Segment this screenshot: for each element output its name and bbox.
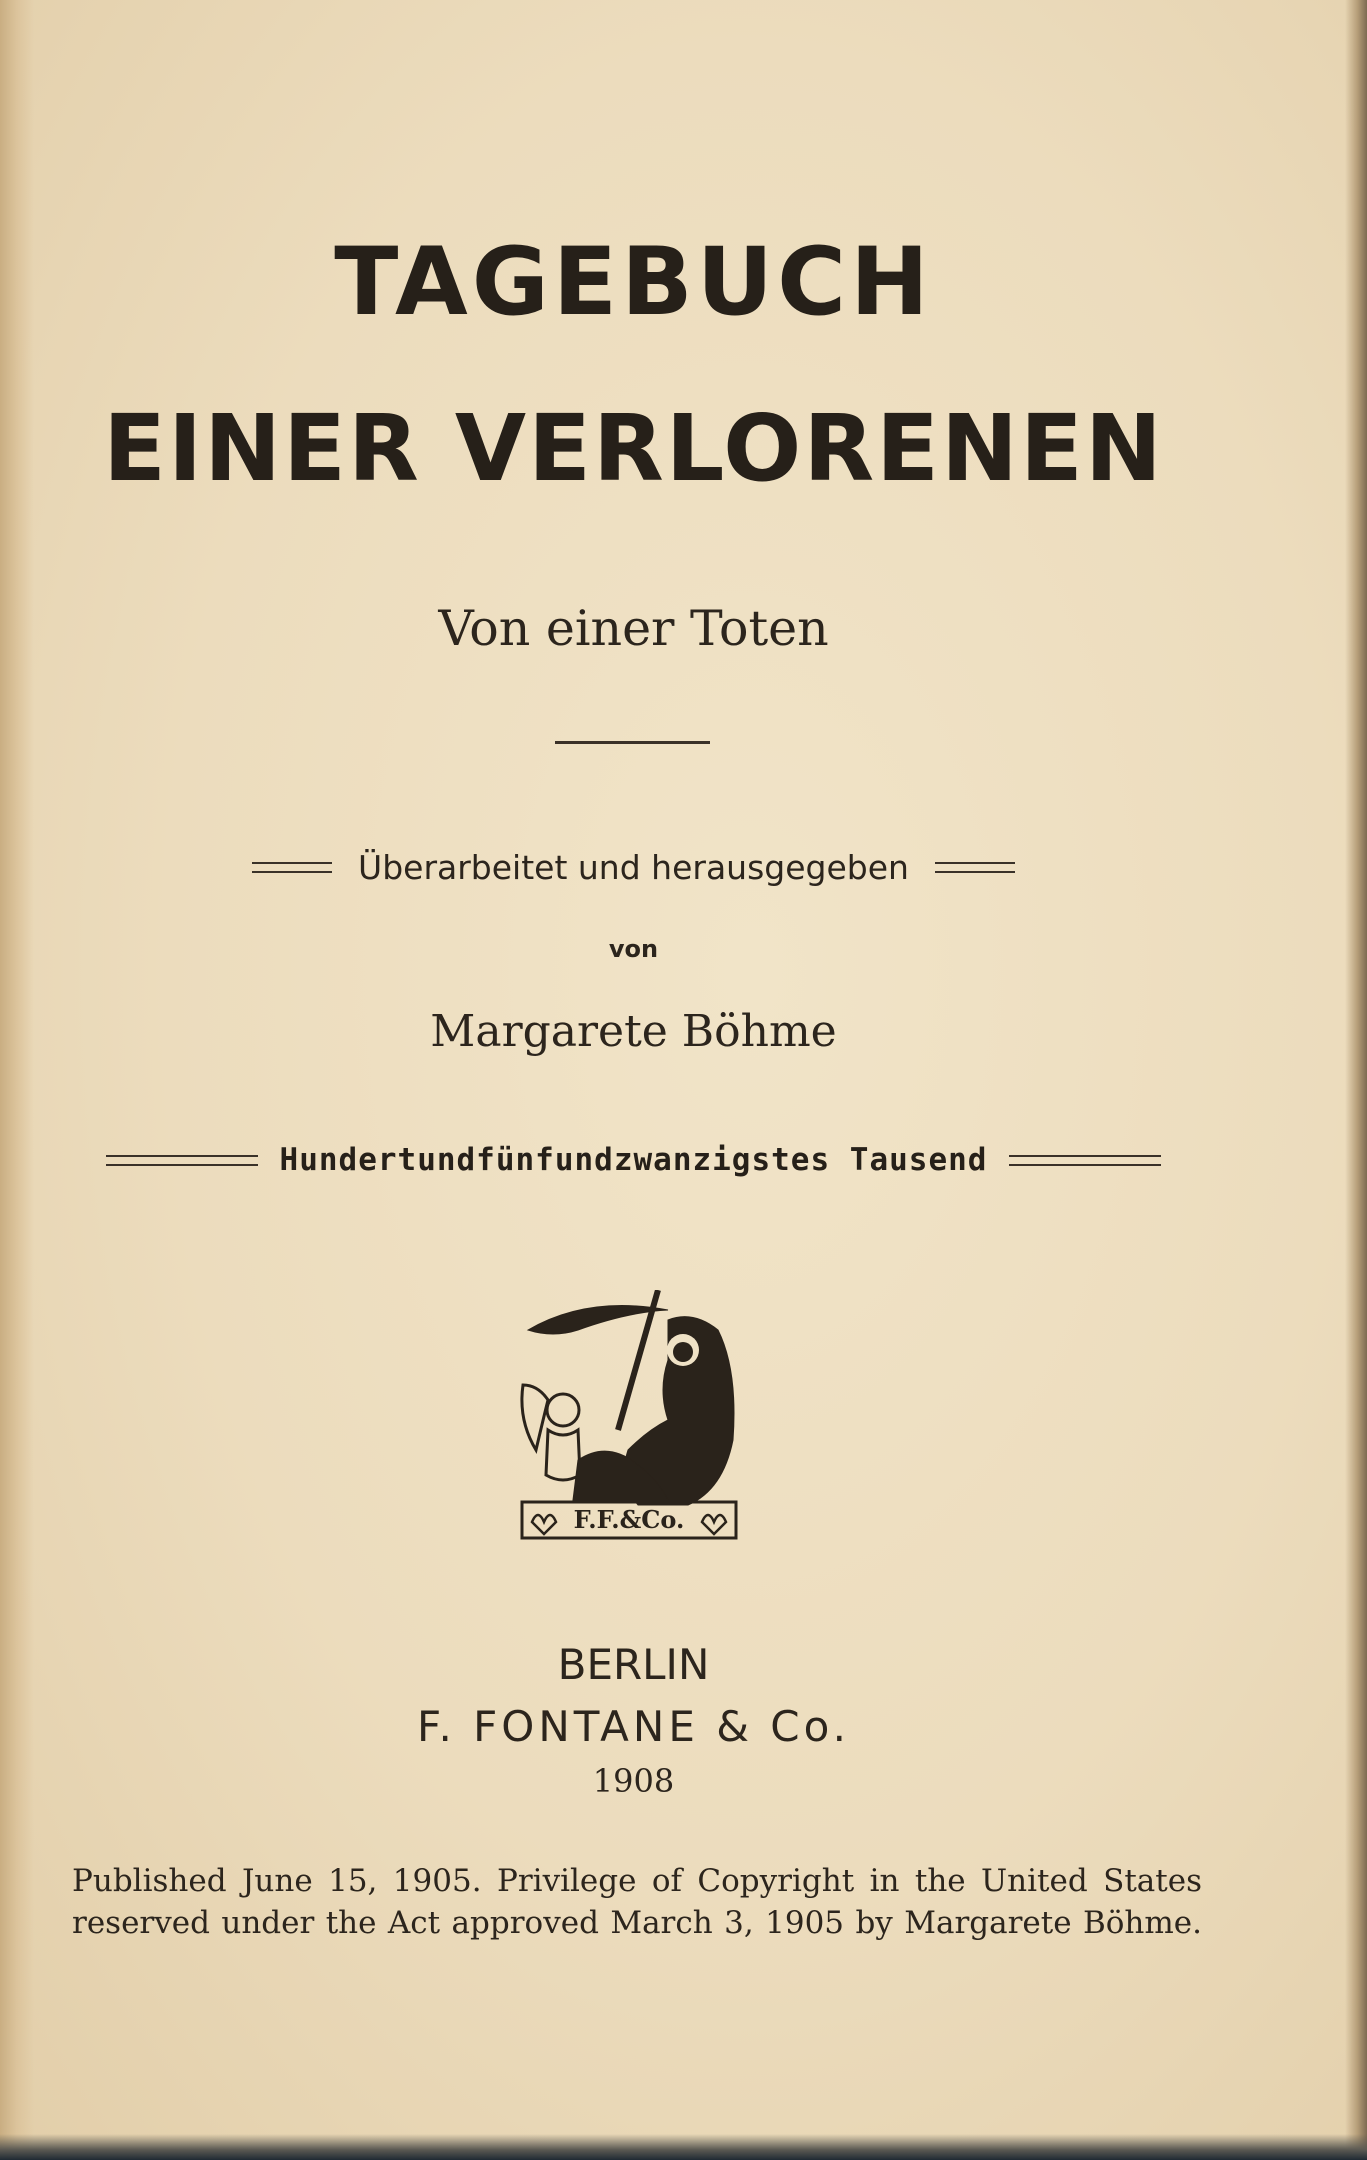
- by-word: von: [608, 935, 659, 963]
- edition-label: Hundertundfünfundzwanzigstes Tausend: [279, 1142, 988, 1178]
- publisher-emblem-icon: [518, 1290, 740, 1542]
- imprint-city: BERLIN: [557, 1640, 710, 1689]
- copyright-line-1: Published June 15, 1905. Privilege of Copyright in the United States: [72, 1863, 1202, 1899]
- double-rule-left: [106, 1155, 258, 1166]
- double-rule-right: [1009, 1155, 1161, 1166]
- subtitle: Von einer Toten: [438, 600, 829, 657]
- page-right-edge: [1345, 0, 1367, 2160]
- copyright-line-2: reserved under the Act approved March 3, 1905 by Margarete Böhme.: [72, 1905, 1202, 1941]
- imprint-year: 1908: [592, 1762, 675, 1800]
- double-rule-right: [935, 862, 1015, 873]
- copyright-notice: [72, 1860, 1202, 1944]
- double-rule-left: [252, 862, 332, 873]
- author-name: Margarete Böhme: [430, 1006, 837, 1057]
- title-line-2: EINER VERLORENEN: [103, 395, 1164, 502]
- page-bottom-edge: [0, 2134, 1367, 2160]
- editor-note-row: [0, 848, 1267, 887]
- title-line-1: TAGEBUCH: [334, 228, 933, 337]
- editor-note: Überarbeitet und herausgegeben: [358, 848, 909, 887]
- publisher-mark: F.F.&Co.: [573, 1505, 685, 1534]
- divider-rule: [555, 741, 710, 744]
- imprint-publisher: F. FONTANE & Co.: [417, 1702, 850, 1751]
- edition-row: [0, 1142, 1267, 1178]
